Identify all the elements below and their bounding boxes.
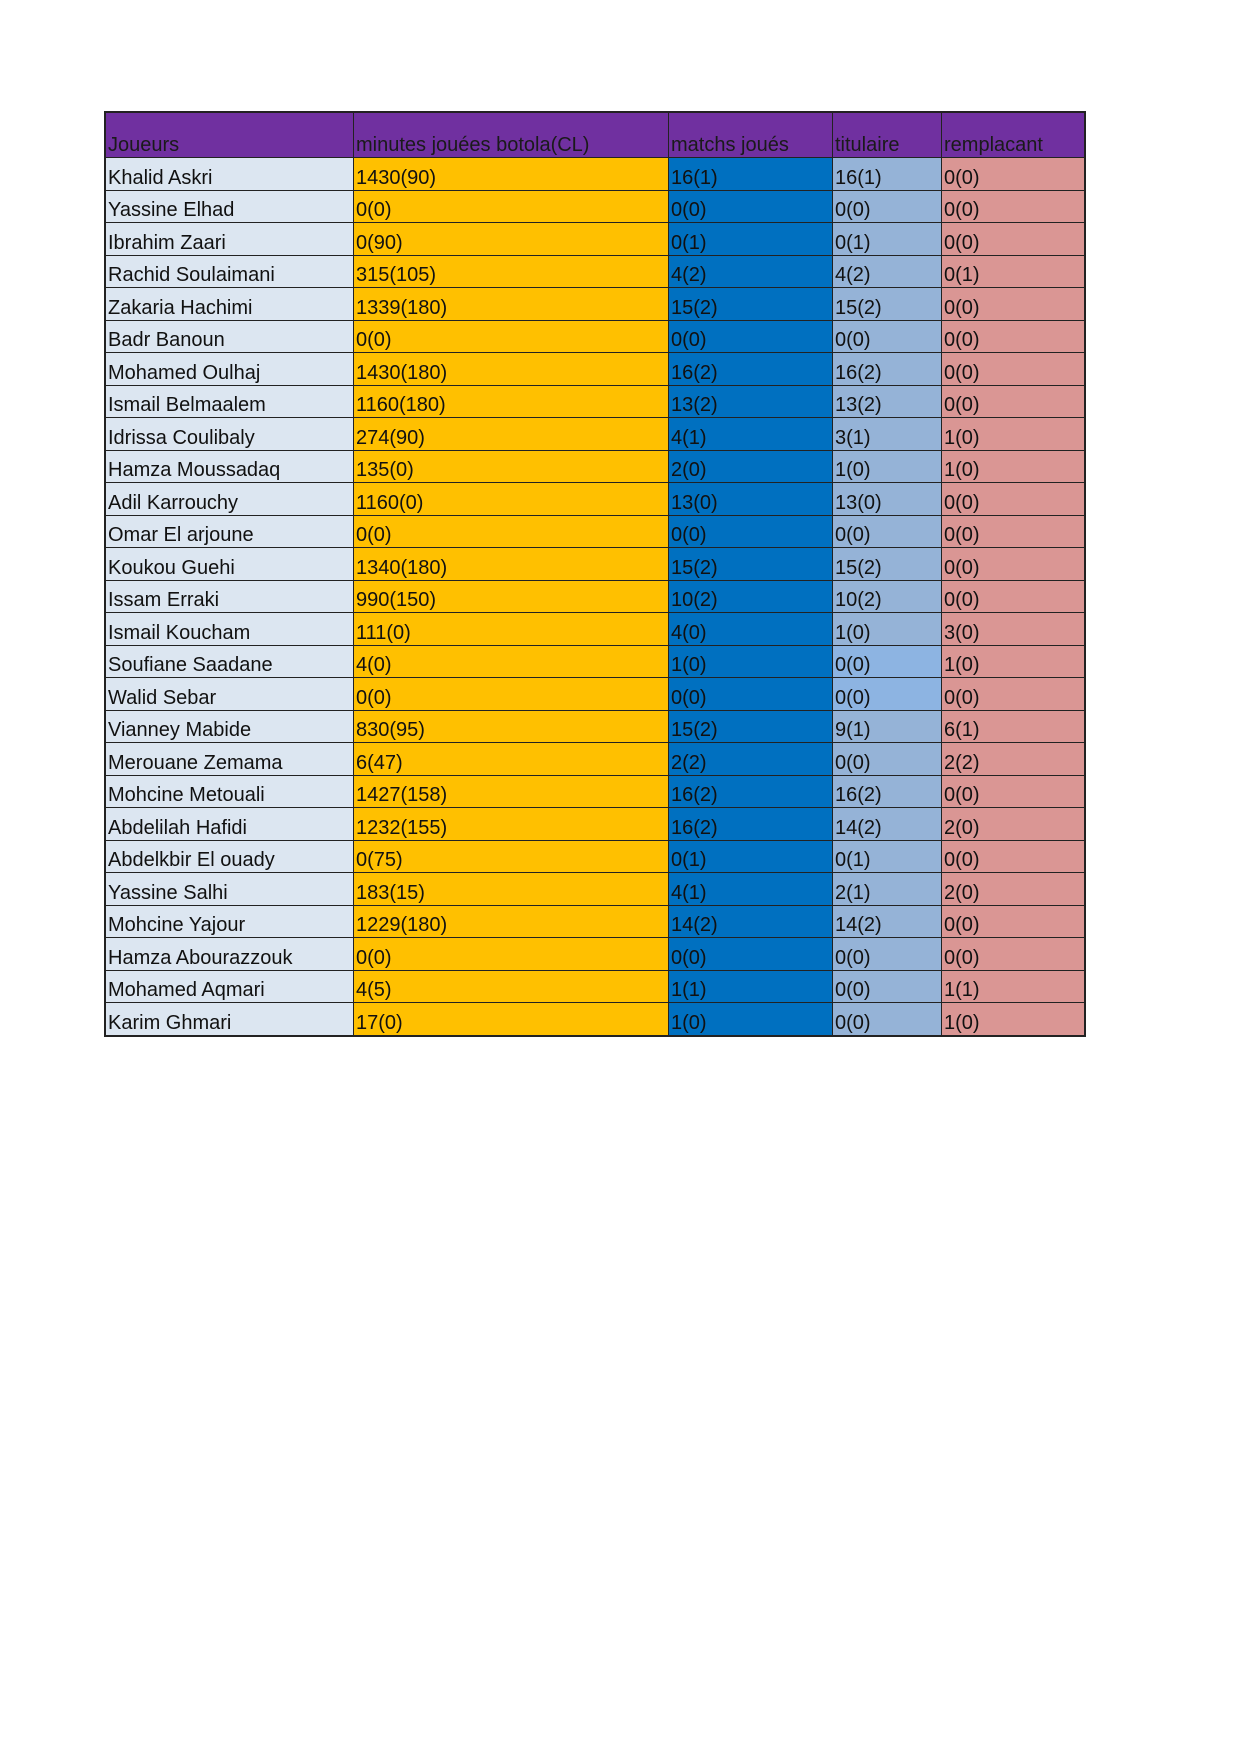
- table-row: [105, 385, 1085, 418]
- player-stats-table: [104, 111, 1086, 1037]
- table-row: [105, 190, 1085, 223]
- starter-cell: 4(2): [833, 255, 942, 288]
- player-name-cell: Koukou Guehi: [105, 548, 354, 581]
- substitute-cell: 2(0): [942, 873, 1086, 906]
- matches-cell: 4(1): [669, 418, 833, 451]
- matches-cell: 10(2): [669, 580, 833, 613]
- table-row: [105, 158, 1085, 191]
- substitute-cell: 0(0): [942, 678, 1086, 711]
- matches-cell: 2(0): [669, 450, 833, 483]
- table-row: [105, 450, 1085, 483]
- starter-cell: 16(2): [833, 775, 942, 808]
- table-row: [105, 353, 1085, 386]
- minutes-cell: 0(0): [354, 190, 669, 223]
- substitute-cell: 0(0): [942, 938, 1086, 971]
- player-name-cell: Yassine Salhi: [105, 873, 354, 906]
- header-cell-matchs: matchs joués: [669, 112, 833, 158]
- table-row: [105, 678, 1085, 711]
- minutes-cell: 830(95): [354, 710, 669, 743]
- substitute-cell: 2(0): [942, 808, 1086, 841]
- minutes-cell: 0(90): [354, 223, 669, 256]
- substitute-cell: 0(0): [942, 385, 1086, 418]
- substitute-cell: 1(0): [942, 418, 1086, 451]
- minutes-cell: 0(0): [354, 515, 669, 548]
- starter-cell: 13(0): [833, 483, 942, 516]
- matches-cell: 16(2): [669, 775, 833, 808]
- matches-cell: 0(1): [669, 840, 833, 873]
- table-row: [105, 743, 1085, 776]
- player-name-cell: Rachid Soulaimani: [105, 255, 354, 288]
- starter-cell: 0(0): [833, 1003, 942, 1036]
- minutes-cell: 0(75): [354, 840, 669, 873]
- minutes-cell: 111(0): [354, 613, 669, 646]
- player-name-cell: Yassine Elhad: [105, 190, 354, 223]
- matches-cell: 0(1): [669, 223, 833, 256]
- table-row: [105, 970, 1085, 1003]
- player-name-cell: Badr Banoun: [105, 320, 354, 353]
- starter-cell: 14(2): [833, 808, 942, 841]
- player-name-cell: Khalid Askri: [105, 158, 354, 191]
- starter-cell: 0(0): [833, 743, 942, 776]
- table-row: [105, 873, 1085, 906]
- minutes-cell: 1427(158): [354, 775, 669, 808]
- player-name-cell: Ismail Belmaalem: [105, 385, 354, 418]
- player-name-cell: Abdelkbir El ouady: [105, 840, 354, 873]
- substitute-cell: 1(1): [942, 970, 1086, 1003]
- matches-cell: 1(0): [669, 645, 833, 678]
- matches-cell: 15(2): [669, 288, 833, 321]
- minutes-cell: 0(0): [354, 678, 669, 711]
- player-name-cell: Mohamed Aqmari: [105, 970, 354, 1003]
- minutes-cell: 1430(90): [354, 158, 669, 191]
- starter-cell: 1(0): [833, 613, 942, 646]
- minutes-cell: 1339(180): [354, 288, 669, 321]
- minutes-cell: 183(15): [354, 873, 669, 906]
- player-name-cell: Issam Erraki: [105, 580, 354, 613]
- matches-cell: 13(0): [669, 483, 833, 516]
- matches-cell: 2(2): [669, 743, 833, 776]
- substitute-cell: 0(0): [942, 158, 1086, 191]
- player-name-cell: Ibrahim Zaari: [105, 223, 354, 256]
- starter-cell: 16(2): [833, 353, 942, 386]
- matches-cell: 1(0): [669, 1003, 833, 1036]
- table-row: [105, 255, 1085, 288]
- header-cell-titulaire: titulaire: [833, 112, 942, 158]
- starter-cell: 14(2): [833, 905, 942, 938]
- player-name-cell: Soufiane Saadane: [105, 645, 354, 678]
- starter-cell: 0(0): [833, 320, 942, 353]
- minutes-cell: 990(150): [354, 580, 669, 613]
- substitute-cell: 0(0): [942, 840, 1086, 873]
- substitute-cell: 0(0): [942, 515, 1086, 548]
- player-name-cell: Idrissa Coulibaly: [105, 418, 354, 451]
- matches-cell: 4(1): [669, 873, 833, 906]
- substitute-cell: 0(0): [942, 905, 1086, 938]
- substitute-cell: 2(2): [942, 743, 1086, 776]
- starter-cell: 0(1): [833, 840, 942, 873]
- minutes-cell: 0(0): [354, 320, 669, 353]
- player-name-cell: Zakaria Hachimi: [105, 288, 354, 321]
- starter-cell: 0(0): [833, 190, 942, 223]
- table-row: [105, 288, 1085, 321]
- table-row: [105, 515, 1085, 548]
- matches-cell: 1(1): [669, 970, 833, 1003]
- minutes-cell: 1340(180): [354, 548, 669, 581]
- substitute-cell: 0(0): [942, 580, 1086, 613]
- header-cell-remplacant: remplacant: [942, 112, 1086, 158]
- substitute-cell: 0(0): [942, 320, 1086, 353]
- substitute-cell: 0(0): [942, 353, 1086, 386]
- matches-cell: 14(2): [669, 905, 833, 938]
- substitute-cell: 0(1): [942, 255, 1086, 288]
- player-name-cell: Vianney Mabide: [105, 710, 354, 743]
- player-name-cell: Hamza Abourazzouk: [105, 938, 354, 971]
- player-name-cell: Mohcine Metouali: [105, 775, 354, 808]
- minutes-cell: 274(90): [354, 418, 669, 451]
- player-name-cell: Abdelilah Hafidi: [105, 808, 354, 841]
- player-name-cell: Mohcine Yajour: [105, 905, 354, 938]
- matches-cell: 0(0): [669, 678, 833, 711]
- substitute-cell: 1(0): [942, 645, 1086, 678]
- starter-cell: 0(0): [833, 678, 942, 711]
- substitute-cell: 0(0): [942, 775, 1086, 808]
- starter-cell: 13(2): [833, 385, 942, 418]
- matches-cell: 0(0): [669, 938, 833, 971]
- table-row: [105, 775, 1085, 808]
- substitute-cell: 0(0): [942, 483, 1086, 516]
- matches-cell: 16(1): [669, 158, 833, 191]
- substitute-cell: 0(0): [942, 223, 1086, 256]
- substitute-cell: 6(1): [942, 710, 1086, 743]
- substitute-cell: 0(0): [942, 190, 1086, 223]
- player-name-cell: Karim Ghmari: [105, 1003, 354, 1036]
- header-cell-minutes: minutes jouées botola(CL): [354, 112, 669, 158]
- table-row: [105, 938, 1085, 971]
- minutes-cell: 4(0): [354, 645, 669, 678]
- matches-cell: 0(0): [669, 320, 833, 353]
- minutes-cell: 17(0): [354, 1003, 669, 1036]
- matches-cell: 16(2): [669, 808, 833, 841]
- starter-cell: 2(1): [833, 873, 942, 906]
- substitute-cell: 0(0): [942, 288, 1086, 321]
- table-row: [105, 645, 1085, 678]
- table-row: [105, 483, 1085, 516]
- table-body: [105, 158, 1085, 1036]
- substitute-cell: 3(0): [942, 613, 1086, 646]
- matches-cell: 13(2): [669, 385, 833, 418]
- table-row: [105, 320, 1085, 353]
- matches-cell: 4(2): [669, 255, 833, 288]
- minutes-cell: 1160(180): [354, 385, 669, 418]
- table-row: [105, 808, 1085, 841]
- minutes-cell: 1232(155): [354, 808, 669, 841]
- substitute-cell: 1(0): [942, 1003, 1086, 1036]
- starter-cell: 9(1): [833, 710, 942, 743]
- minutes-cell: 0(0): [354, 938, 669, 971]
- player-name-cell: Mohamed Oulhaj: [105, 353, 354, 386]
- minutes-cell: 6(47): [354, 743, 669, 776]
- table-row: [105, 905, 1085, 938]
- minutes-cell: 1430(180): [354, 353, 669, 386]
- starter-cell: 0(1): [833, 223, 942, 256]
- matches-cell: 15(2): [669, 710, 833, 743]
- table-row: [105, 613, 1085, 646]
- minutes-cell: 135(0): [354, 450, 669, 483]
- starter-cell: 0(0): [833, 938, 942, 971]
- player-name-cell: Omar El arjoune: [105, 515, 354, 548]
- matches-cell: 15(2): [669, 548, 833, 581]
- matches-cell: 16(2): [669, 353, 833, 386]
- minutes-cell: 4(5): [354, 970, 669, 1003]
- matches-cell: 0(0): [669, 190, 833, 223]
- minutes-cell: 1229(180): [354, 905, 669, 938]
- minutes-cell: 1160(0): [354, 483, 669, 516]
- starter-cell: 1(0): [833, 450, 942, 483]
- starter-cell: 3(1): [833, 418, 942, 451]
- starter-cell: 0(0): [833, 645, 942, 678]
- minutes-cell: 315(105): [354, 255, 669, 288]
- starter-cell: 10(2): [833, 580, 942, 613]
- table-row: [105, 840, 1085, 873]
- table-row: [105, 418, 1085, 451]
- table-row: [105, 580, 1085, 613]
- starter-cell: 0(0): [833, 970, 942, 1003]
- matches-cell: 4(0): [669, 613, 833, 646]
- player-name-cell: Merouane Zemama: [105, 743, 354, 776]
- table-row: [105, 548, 1085, 581]
- starter-cell: 0(0): [833, 515, 942, 548]
- player-name-cell: Walid Sebar: [105, 678, 354, 711]
- starter-cell: 16(1): [833, 158, 942, 191]
- starter-cell: 15(2): [833, 548, 942, 581]
- table-header-row: [105, 112, 1085, 158]
- matches-cell: 0(0): [669, 515, 833, 548]
- table-row: [105, 223, 1085, 256]
- header-cell-joueurs: Joueurs: [105, 112, 354, 158]
- starter-cell: 15(2): [833, 288, 942, 321]
- player-name-cell: Adil Karrouchy: [105, 483, 354, 516]
- table-row: [105, 1003, 1085, 1036]
- player-name-cell: Ismail Koucham: [105, 613, 354, 646]
- player-name-cell: Hamza Moussadaq: [105, 450, 354, 483]
- substitute-cell: 1(0): [942, 450, 1086, 483]
- table-row: [105, 710, 1085, 743]
- substitute-cell: 0(0): [942, 548, 1086, 581]
